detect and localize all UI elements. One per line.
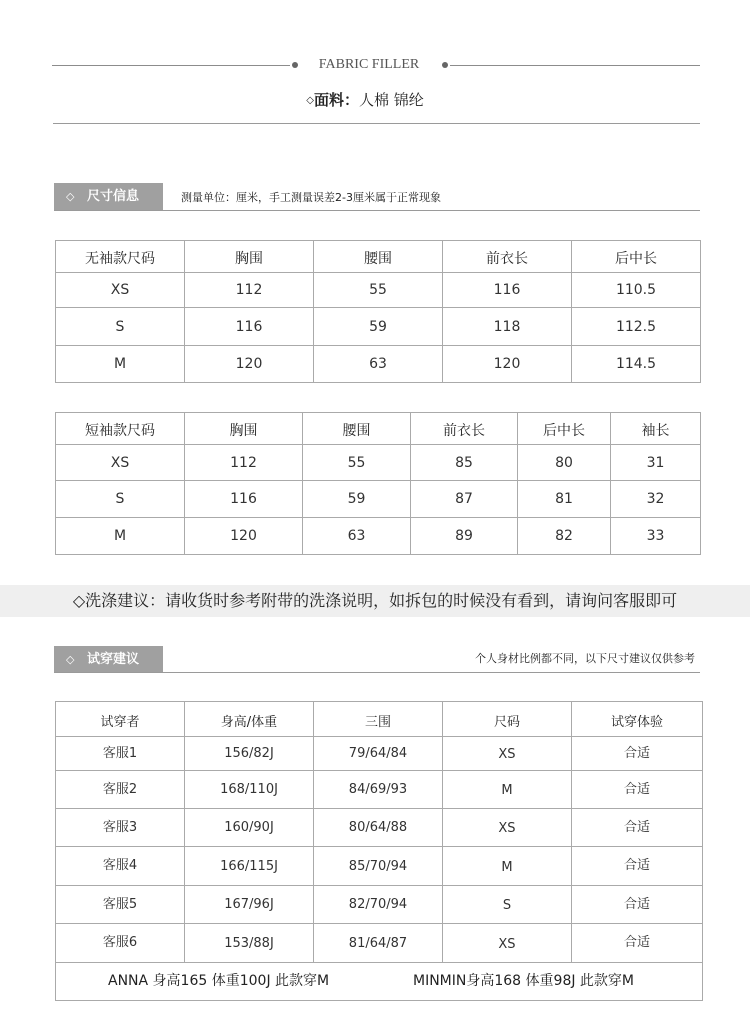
table-cell: 63 <box>303 518 411 555</box>
table-cell: M <box>443 847 572 886</box>
table-cell: 112 <box>185 445 303 481</box>
fabric-label: 面料： <box>313 91 359 109</box>
size-info-title: 尺寸信息 <box>87 189 140 204</box>
table-cell: 55 <box>314 273 443 308</box>
table-cell: 合适 <box>572 847 703 886</box>
table-cell: S <box>56 308 185 346</box>
table-header-row <box>56 413 701 445</box>
column-header: 三围 <box>314 702 443 737</box>
table-cell: 118 <box>443 308 572 346</box>
table-cell: 客服3 <box>56 809 185 847</box>
column-header: 短袖款尺码 <box>56 413 185 445</box>
column-header: 试穿者 <box>56 702 185 737</box>
table-cell: 116 <box>185 308 314 346</box>
table-cell: 120 <box>185 518 303 555</box>
table-row <box>56 518 701 555</box>
table-cell: XS <box>443 924 572 963</box>
table-cell: 85 <box>411 445 518 481</box>
diamond-icon: ◇ <box>306 95 314 106</box>
models-row <box>56 963 703 1001</box>
short-sleeve-size-table <box>55 412 701 555</box>
column-header: 身高/体重 <box>185 702 314 737</box>
table-cell: 120 <box>185 346 314 383</box>
try-on-tab <box>54 646 163 673</box>
column-header: 后中长 <box>518 413 611 445</box>
sleeveless-size-table <box>55 240 701 383</box>
table-cell: 79/64/84 <box>314 737 443 771</box>
table-cell: S <box>56 481 185 518</box>
column-header: 无袖款尺码 <box>56 241 185 273</box>
table-cell: 114.5 <box>572 346 701 383</box>
model-minmin-text: MINMIN身高168 体重98J 此款穿M <box>413 973 635 989</box>
try-on-note: 个人身材比例都不同，以下尺寸建议仅供参考 <box>475 652 695 665</box>
table-cell: 120 <box>443 346 572 383</box>
model-anna-text: ANNA 身高165 体重100J 此款穿M <box>108 973 330 989</box>
column-header: 后中长 <box>572 241 701 273</box>
table-row <box>56 737 703 771</box>
models-wrap <box>56 963 702 1000</box>
fabric-divider-left <box>52 65 290 66</box>
table-cell: XS <box>56 273 185 308</box>
try-on-table <box>55 701 703 1001</box>
table-cell: 59 <box>303 481 411 518</box>
size-info-underline <box>54 210 700 211</box>
models-cell <box>56 963 703 1001</box>
table-cell: 33 <box>611 518 701 555</box>
fabric-heading: FABRIC FILLER <box>318 57 420 72</box>
table-row <box>56 771 703 809</box>
washing-advice-band <box>0 585 750 617</box>
table-cell: 116 <box>185 481 303 518</box>
table-cell: 合适 <box>572 924 703 963</box>
table-cell: XS <box>56 445 185 481</box>
column-header: 腰围 <box>314 241 443 273</box>
table-cell: XS <box>443 737 572 771</box>
table-cell: 82/70/94 <box>314 886 443 924</box>
column-header: 尺码 <box>443 702 572 737</box>
table-cell: 116 <box>443 273 572 308</box>
table-cell: 合适 <box>572 809 703 847</box>
table-cell: 84/69/93 <box>314 771 443 809</box>
divider-dot-left <box>292 62 298 68</box>
table-cell: 81 <box>518 481 611 518</box>
table-cell: 客服2 <box>56 771 185 809</box>
table-cell: 32 <box>611 481 701 518</box>
column-header: 试穿体验 <box>572 702 703 737</box>
table-cell: 合适 <box>572 771 703 809</box>
table-cell: 166/115J <box>185 847 314 886</box>
table-cell: 87 <box>411 481 518 518</box>
fabric-value: 人棉 锦纶 <box>358 91 424 109</box>
table-cell: 客服5 <box>56 886 185 924</box>
column-header: 腰围 <box>303 413 411 445</box>
table-cell: 合适 <box>572 886 703 924</box>
table-cell: 82 <box>518 518 611 555</box>
table-cell: 63 <box>314 346 443 383</box>
table-cell: 55 <box>303 445 411 481</box>
try-on-title: 试穿建议 <box>87 652 140 667</box>
size-info-tab <box>54 183 163 210</box>
table-row <box>56 847 703 886</box>
table-cell: 59 <box>314 308 443 346</box>
table-row <box>56 886 703 924</box>
table-cell: 80 <box>518 445 611 481</box>
diamond-icon: ◇ <box>66 653 75 666</box>
table-cell: 110.5 <box>572 273 701 308</box>
column-header: 前衣长 <box>411 413 518 445</box>
try-on-underline <box>54 672 700 673</box>
table-cell: 167/96J <box>185 886 314 924</box>
table-cell: S <box>443 886 572 924</box>
table-row <box>56 273 701 308</box>
table-header-row <box>56 241 701 273</box>
table-row <box>56 809 703 847</box>
table-cell: 112.5 <box>572 308 701 346</box>
table-cell: 合适 <box>572 737 703 771</box>
table-cell: XS <box>443 809 572 847</box>
table-cell: 80/64/88 <box>314 809 443 847</box>
table-cell: 89 <box>411 518 518 555</box>
column-header: 胸围 <box>185 413 303 445</box>
fabric-composition <box>0 90 730 110</box>
diamond-icon: ◇ <box>66 190 75 203</box>
table-cell: 160/90J <box>185 809 314 847</box>
table-row <box>56 481 701 518</box>
table-cell: M <box>56 518 185 555</box>
table-cell: 81/64/87 <box>314 924 443 963</box>
table-cell: 168/110J <box>185 771 314 809</box>
table-cell: M <box>56 346 185 383</box>
table-cell: 客服1 <box>56 737 185 771</box>
table-row <box>56 346 701 383</box>
table-row <box>56 445 701 481</box>
table-cell: 客服4 <box>56 847 185 886</box>
column-header: 袖长 <box>611 413 701 445</box>
table-cell: 85/70/94 <box>314 847 443 886</box>
table-row <box>56 308 701 346</box>
fabric-bottom-divider <box>53 123 700 124</box>
table-cell: 客服6 <box>56 924 185 963</box>
washing-advice-text: ◇洗涤建议：请收货时参考附带的洗涤说明，如拆包的时候没有看到，请询问客服即可 <box>72 591 678 610</box>
measurement-note: 测量单位：厘米，手工测量误差2-3厘米属于正常现象 <box>181 191 441 204</box>
table-cell: M <box>443 771 572 809</box>
table-cell: 112 <box>185 273 314 308</box>
table-cell: 31 <box>611 445 701 481</box>
fabric-divider-right <box>450 65 700 66</box>
table-row <box>56 924 703 963</box>
table-cell: 156/82J <box>185 737 314 771</box>
column-header: 前衣长 <box>443 241 572 273</box>
table-header-row <box>56 702 703 737</box>
table-cell: 153/88J <box>185 924 314 963</box>
column-header: 胸围 <box>185 241 314 273</box>
divider-dot-right <box>442 62 448 68</box>
